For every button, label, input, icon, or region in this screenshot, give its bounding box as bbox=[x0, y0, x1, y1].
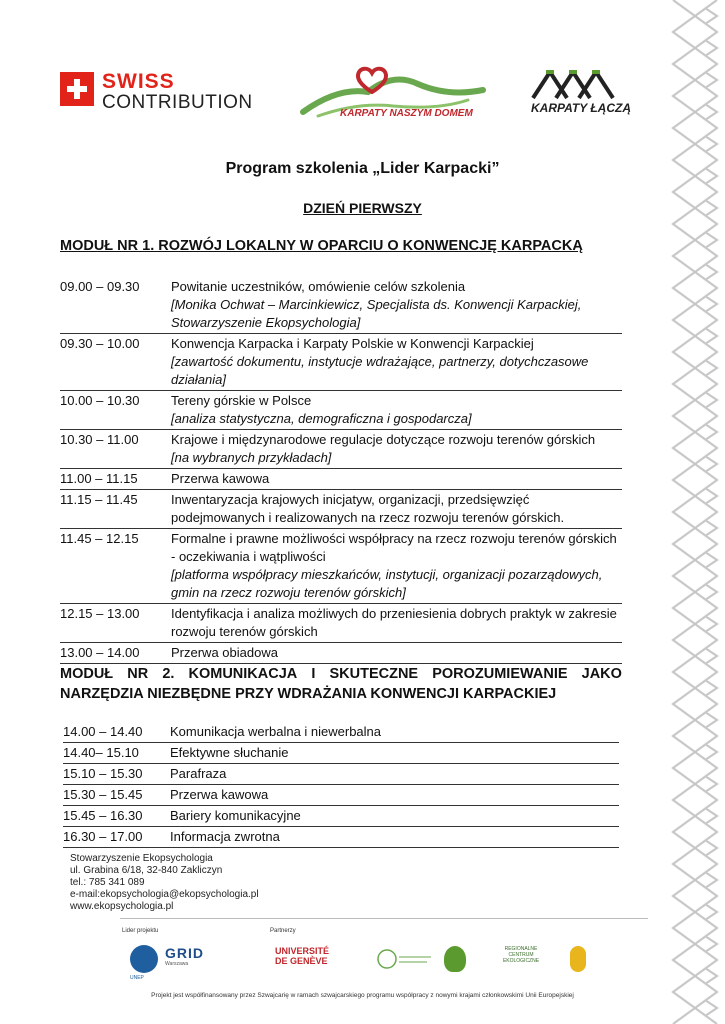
footer-line: Stowarzyszenie Ekopsychologia bbox=[70, 853, 213, 864]
schedule-note: [zawartość dokumentu, instytucje wdrażające, partnerzy, dotychczasowe działania] bbox=[171, 354, 589, 387]
schedule-time: 15.45 – 16.30 bbox=[63, 808, 143, 823]
lider-label: Lider projektu bbox=[122, 928, 159, 934]
universite-de-geneve-logo bbox=[275, 946, 360, 974]
schedule-time: 10.00 – 10.30 bbox=[60, 393, 140, 408]
schedule-row bbox=[60, 529, 622, 604]
schedule-description bbox=[171, 605, 622, 641]
schedule-topic: Komunikacja werbalna i niewerbalna bbox=[170, 724, 382, 739]
module2-heading-word: POROZUMIEWANIE bbox=[432, 666, 568, 682]
schedule-description bbox=[171, 392, 622, 428]
footer-website: www.ekopsychologia.pl bbox=[70, 901, 174, 912]
schedule-row bbox=[60, 469, 622, 490]
schedule-row bbox=[63, 827, 619, 848]
schedule-topic: Identyfikacja i analiza możliwych do przeniesienia dobrych praktyk w zakresie rozwoju terenów górskich bbox=[171, 606, 617, 639]
schedule-topic: Krajowe i międzynarodowe regulacje dotyczące rozwoju terenów górskich bbox=[171, 432, 596, 447]
schedule-topic: Parafraza bbox=[170, 766, 227, 781]
schedule-row bbox=[63, 764, 619, 785]
swiss-flag-icon bbox=[60, 72, 94, 106]
day-heading: DZIEŃ PIERWSZY bbox=[303, 200, 422, 216]
schedule-row bbox=[60, 430, 622, 469]
cofinancing-note: Projekt jest współfinansowany przez Szwajcarię w ramach szwajcarskiego programu współpracy z nowymi krajami członkowskimi Unii Europejskiej bbox=[151, 992, 574, 999]
schedule-time: 14.40– 15.10 bbox=[63, 745, 139, 760]
schedule-row bbox=[60, 643, 622, 664]
module2-heading-word: KOMUNIKACJA bbox=[188, 666, 298, 682]
schedule-description bbox=[171, 644, 622, 662]
geneve-line2: DE GENÈVE bbox=[275, 956, 328, 966]
schedule-description bbox=[171, 335, 622, 389]
module2-heading-line1 bbox=[60, 664, 622, 684]
footer-email: e-mail:ekopsychologia@ekopsychologia.pl bbox=[70, 889, 259, 900]
schedule-time: 12.15 – 13.00 bbox=[60, 606, 140, 621]
schedule-row bbox=[60, 490, 622, 529]
module1-heading: MODUŁ NR 1. ROZWÓJ LOKALNY W OPARCIU O KONWENCJĘ KARPACKĄ bbox=[60, 238, 583, 254]
module2-heading-word: MODUŁ bbox=[60, 666, 114, 682]
schedule-time: 15.30 – 15.45 bbox=[63, 787, 143, 802]
module2-schedule bbox=[63, 722, 619, 848]
schedule-description bbox=[171, 530, 622, 602]
module2-heading-word: SKUTECZNE bbox=[329, 666, 419, 682]
partner-yellow-logo-icon bbox=[570, 946, 586, 972]
schedule-note: [platforma współpracy mieszkańców, instytucji, organizacji pozarządowych, gmin na rzecz rozwoju terenów górskich] bbox=[171, 567, 603, 600]
schedule-row bbox=[63, 743, 619, 764]
ekopsychologia-logo-icon bbox=[375, 945, 435, 973]
unep-text: UNEP bbox=[130, 975, 144, 981]
grid-city: Warszawa bbox=[165, 961, 189, 967]
module2-heading bbox=[60, 664, 622, 704]
schedule-row bbox=[63, 785, 619, 806]
schedule-description bbox=[171, 470, 622, 488]
footer-address bbox=[70, 853, 259, 913]
module2-heading-word: 2. bbox=[162, 666, 175, 682]
schedule-topic: Inwentaryzacja krajowych inicjatyw, organizacji, przedsięwzięć podejmowanych i realizowanych na rzecz rozwoju terenów górskich. bbox=[171, 492, 565, 525]
rce-logo: REGIONALNE CENTRUM EKOLOGICZNE bbox=[502, 946, 540, 964]
schedule-topic: Konwencja Karpacka i Karpaty Polskie w Konwencji Karpackiej bbox=[171, 336, 534, 351]
grid-name: GRID bbox=[165, 945, 204, 961]
schedule-row bbox=[60, 334, 622, 391]
schedule-topic: Efektywne słuchanie bbox=[170, 745, 289, 760]
module2-heading-word: I bbox=[311, 666, 316, 682]
schedule-time: 13.00 – 14.00 bbox=[60, 645, 140, 660]
schedule-description bbox=[171, 491, 622, 527]
schedule-description bbox=[171, 431, 622, 467]
module1-schedule bbox=[60, 277, 622, 664]
schedule-topic: Formalne i prawne możliwości współpracy na rzecz rozwoju terenów górskich - oczekiwania i wątpliwości bbox=[171, 531, 617, 564]
schedule-description bbox=[171, 278, 622, 332]
schedule-time: 11.00 – 11.15 bbox=[60, 471, 138, 486]
schedule-topic: Bariery komunikacyjne bbox=[170, 808, 301, 823]
schedule-time: 15.10 – 15.30 bbox=[63, 766, 143, 781]
schedule-note: [Monika Ochwat – Marcinkiewicz, Specjalista ds. Konwencji Karpackiej, Stowarzyszenie Ekopsychologia] bbox=[171, 297, 582, 330]
module2-heading-word: NR bbox=[127, 666, 149, 682]
unep-logo-icon bbox=[130, 945, 158, 981]
schedule-row bbox=[63, 722, 619, 743]
partnerzy-label: Partnerzy bbox=[270, 928, 296, 934]
grid-warszawa-logo bbox=[165, 945, 260, 973]
schedule-time: 16.30 – 17.00 bbox=[63, 829, 143, 844]
schedule-time: 09.00 – 09.30 bbox=[60, 279, 140, 294]
schedule-topic: Informacja zwrotna bbox=[170, 829, 280, 844]
schedule-row bbox=[60, 277, 622, 334]
karpaty-naszym-domem-text: KARPATY NASZYM DOMEM bbox=[340, 108, 473, 119]
schedule-topic: Tereny górskie w Polsce bbox=[171, 393, 312, 408]
geneve-line1: UNIVERSITÉ bbox=[275, 946, 330, 956]
decorative-zigzag-border bbox=[665, 0, 725, 1024]
module2-heading-word: JAKO bbox=[581, 666, 622, 682]
schedule-time: 14.00 – 14.40 bbox=[63, 724, 143, 739]
module2-heading-line2: NARZĘDZIA NIEZBĘDNE PRZY WDRAŻANIA KONWENCJI KARPACKIEJ bbox=[60, 686, 557, 702]
schedule-row bbox=[60, 391, 622, 430]
schedule-note: [na wybranych przykładach] bbox=[171, 450, 332, 465]
footer-line: tel.: 785 341 089 bbox=[70, 877, 145, 888]
schedule-note: [analiza statystyczna, demograficzna i gospodarcza] bbox=[171, 411, 472, 426]
partner-green-logo-icon bbox=[444, 946, 466, 972]
schedule-topic: Przerwa obiadowa bbox=[171, 645, 278, 660]
schedule-topic: Powitanie uczestników, omówienie celów szkolenia bbox=[171, 279, 466, 294]
swiss-logo-line2: CONTRIBUTION bbox=[102, 92, 253, 113]
schedule-topic: Przerwa kawowa bbox=[170, 787, 269, 802]
schedule-row bbox=[63, 806, 619, 827]
schedule-time: 10.30 – 11.00 bbox=[60, 432, 139, 447]
schedule-time: 11.45 – 12.15 bbox=[60, 531, 139, 546]
schedule-time: 11.15 – 11.45 bbox=[60, 492, 138, 507]
partners-divider bbox=[120, 918, 648, 919]
page-title: Program szkolenia „Lider Karpacki” bbox=[225, 160, 500, 177]
footer-line: ul. Grabina 6/18, 32-840 Zakliczyn bbox=[70, 865, 223, 876]
schedule-topic: Przerwa kawowa bbox=[171, 471, 270, 486]
karpaty-lacza-text: KARPATY ŁĄCZĄ bbox=[531, 101, 631, 115]
schedule-time: 09.30 – 10.00 bbox=[60, 336, 140, 351]
swiss-logo-line1: SWISS bbox=[102, 70, 175, 93]
schedule-row bbox=[60, 604, 622, 643]
